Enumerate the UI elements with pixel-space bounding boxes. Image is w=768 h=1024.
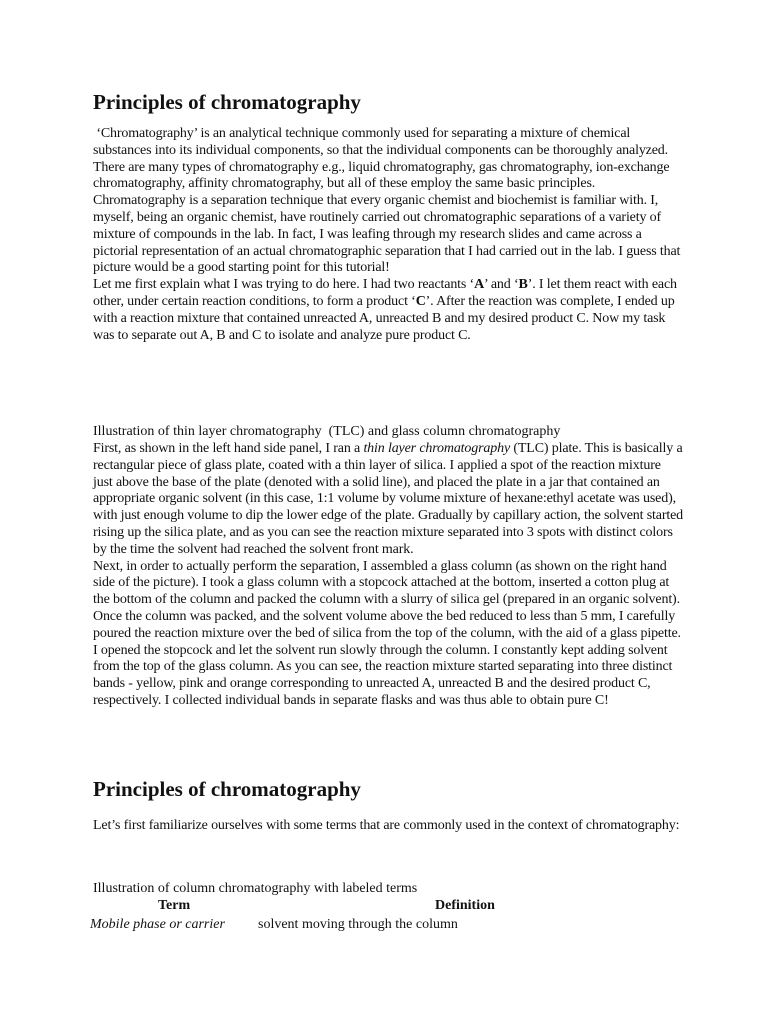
paragraph-reactants (93, 277, 683, 344)
paragraph-reactants-text-4: ’. After the reaction was complete, I ended up with a reaction mixture that contained unreacted A, unreacted B and my desired product C. Now my task was to separate out A, B and C to isolate and analyze pure product C. (93, 293, 675, 343)
paragraph-reactants-text-1: Let me first explain what I was trying to do here. I had two reactants ‘ (93, 277, 475, 293)
paragraph-definition: ‘Chromatography’ is an analytical technique commonly used for separating a mixture of chemical substances into its individual components, so that the individual components can be thoroughly analyzed. There are many types of chromatography e.g., liquid chromatography, gas chromatography, ion-exchange chromatography, affinity chromatography, but all of these employ the same basic principles. (93, 126, 670, 192)
paragraph-separation-technique: Chromatography is a separation technique that every organic chemist and biochemist is familiar with. I, myself, being an organic chemist, have routinely carried out chromatographic separations of a variety of mixture of compounds in the lab. In fact, I was leafing through my research slides and came across a pictorial representation of an actual chromatographic separation that I had carried out in the lab. I guess that picture would be a good starting point for this tutorial! (93, 193, 681, 276)
reactant-a-label: A (474, 277, 485, 293)
paragraph-terms: Let’s first familiarize ourselves with some terms that are commonly used in the context of chromatography: (93, 818, 680, 833)
page-title: Principles of chromatography (93, 90, 361, 114)
section-title: Principles of chromatography (93, 777, 361, 801)
intro-section (93, 126, 683, 344)
paragraph-reactants-text-3: ’. I let them react with each other, under certain reaction conditions, to form a product ‘ (93, 277, 677, 309)
definition-cell: solvent moving through the column (258, 917, 458, 932)
figure-caption-column: Illustration of column chromatography with labeled terms (93, 881, 418, 896)
paragraph-tlc (93, 441, 683, 559)
paragraph-column: Next, in order to actually perform the separation, I assembled a glass column (as shown on the right hand side of the picture). I took a glass column with a stopcock attached at the bottom, inserted a cotton plug at the bottom of the column and packed the column with a slurry of silica gel (prepared in an organic solvent). Once the column was packed, and the solvent volume above the bed reduced to less than 5 mm, I carefully poured the reaction mixture over the bed of silica from the top of the column, with the aid of a glass pipette. I opened the stopcock and let the solvent run slowly through the column. I constantly kept adding solvent from the top of the glass column. As you can see, the reaction mixture started separating into three distinct bands - yellow, pink and orange corresponding to unreacted A, unreacted B and the desired product C, respectively. I collected individual bands in separate flasks and was thus able to obtain pure C! (93, 558, 681, 708)
paragraph-tlc-text-2: (TLC) plate. This is basically a rectangular piece of glass plate, coated with a thin layer of silica. I applied a spot of the reaction mixture just above the base of the plate (denoted with a solid line), and placed the plate in a jar that contained an appropriate organic solvent (in this case, 1:1 volume by volume mixture of hexane:ethyl acetate was used), with just enough volume to dip the lower edge of the plate. Gradually by capillary action, the solvent started rising up the silica plate, and as you can see the reaction mixture separated into 3 spots with distinct colors by the time the solvent had reached the solvent front mark. (93, 441, 684, 557)
definition-column-header: Definition (435, 898, 495, 913)
reactant-b-label: B (518, 277, 528, 293)
term-cell: Mobile phase or carrier (90, 917, 225, 932)
paragraph-tlc-text-1: First, as shown in the left hand side panel, I ran a (93, 441, 364, 456)
figure-caption-tlc: Illustration of thin layer chromatography (TLC) and glass column chromatography (93, 424, 561, 439)
tlc-italic-term: thin layer chromatography (363, 441, 511, 456)
tlc-section (93, 441, 683, 710)
terms-intro (93, 818, 683, 835)
product-c-label: C (415, 293, 426, 309)
term-column-header: Term (158, 898, 191, 913)
paragraph-reactants-text-2: ’ and ‘ (484, 277, 519, 293)
